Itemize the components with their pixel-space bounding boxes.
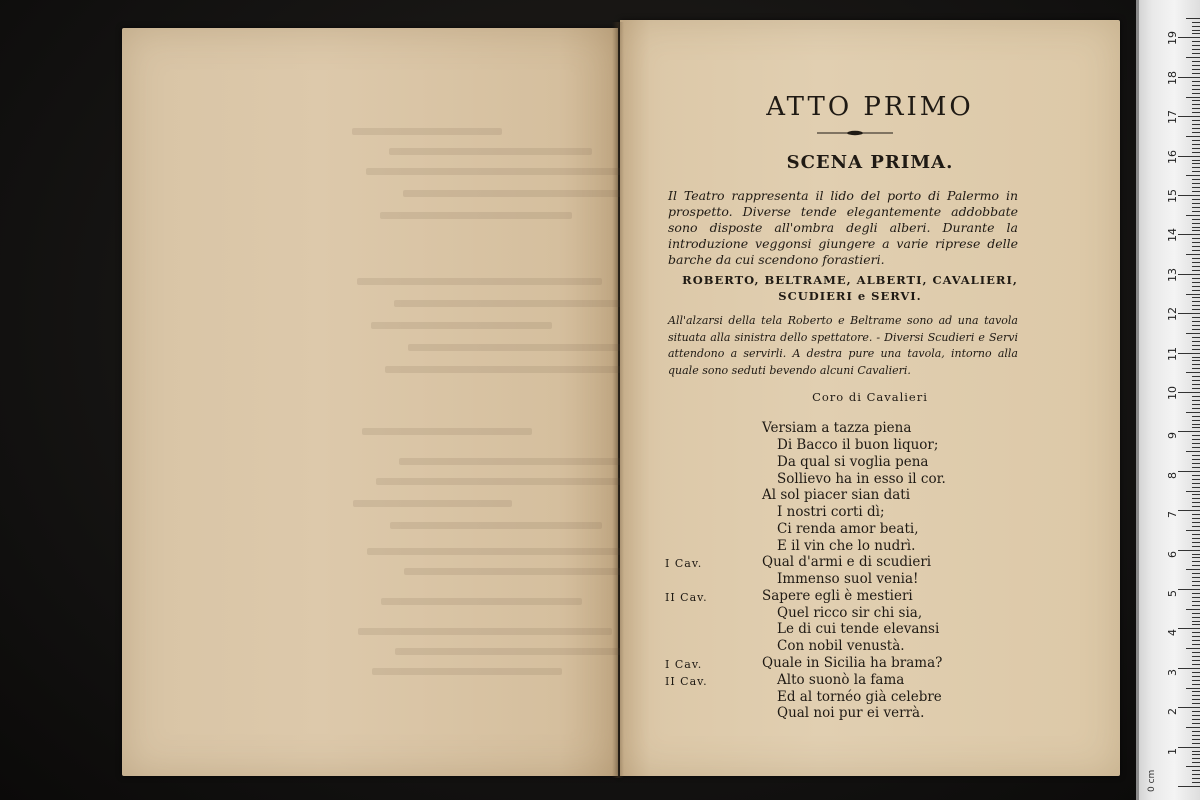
ruler-number: 9	[1166, 432, 1179, 440]
ruler-tick	[1192, 278, 1200, 279]
ruler-tick	[1192, 345, 1200, 346]
ruler-tick	[1192, 475, 1200, 476]
ruler-tick	[1192, 262, 1200, 263]
ruler-tick	[1192, 534, 1200, 535]
ruler-tick	[1192, 246, 1200, 247]
ruler-tick	[1178, 156, 1200, 157]
ruler-tick	[1192, 636, 1200, 637]
ruler-number: 16	[1166, 149, 1179, 164]
ruler-tick	[1192, 479, 1200, 480]
ruler-number: 18	[1166, 70, 1179, 85]
ruler-tick	[1192, 660, 1200, 661]
ruler-tick	[1192, 69, 1200, 70]
verse-line: Quale in Sicilia ha brama?	[762, 655, 943, 671]
ruler-tick	[1192, 191, 1200, 192]
ruler-number: 4	[1166, 629, 1179, 637]
ruler-tick	[1186, 294, 1200, 295]
stage-direction-curtain: All'alzarsi della tela Roberto e Beltrame sono ad una tavola situata alla sinistra dello spettatore. - Diversi Scudieri e Servi attendono a servirli. A destra pure una tavola, intorno alla quale sono seduti bevendo alcuni Cavalieri.	[668, 314, 1018, 377]
ruler-tick	[1192, 404, 1200, 405]
ruler-tick	[1192, 286, 1200, 287]
ruler-tick	[1192, 227, 1200, 228]
ruler-tick	[1178, 116, 1200, 117]
stage-direction-opening: Il Teatro rappresenta il lido del porto di Palermo in prospetto. Diverse tende elegantemente addobbate sono disposte all'ombra degli alberi. Durante la introduzione veggonsi giungere a varie riprese delle barche da cui scendono forastieri.	[668, 188, 1018, 267]
cast-list	[660, 272, 1040, 304]
speaker-label: I Cav.	[665, 557, 703, 570]
ruler-tick	[1192, 640, 1200, 641]
ruler-tick	[1192, 672, 1200, 673]
act-title: ATTO PRIMO	[766, 92, 974, 122]
ruler-tick	[1192, 735, 1200, 736]
ruler-tick	[1178, 37, 1200, 38]
ruler-tick	[1192, 140, 1200, 141]
verse-line: Qual d'armi e di scudieri	[762, 554, 932, 570]
ruler-tick	[1186, 727, 1200, 728]
ruler-tick	[1192, 301, 1200, 302]
verse-line: Sapere egli è mestieri	[762, 588, 913, 604]
show-through-line	[352, 128, 502, 135]
ruler-tick	[1186, 97, 1200, 98]
ruler-tick	[1192, 601, 1200, 602]
ruler-tick	[1186, 609, 1200, 610]
ruler-tick	[1192, 144, 1200, 145]
ruler-tick	[1192, 420, 1200, 421]
ruler-tick	[1192, 676, 1200, 677]
ruler-tick	[1192, 455, 1200, 456]
ruler-tick	[1192, 61, 1200, 62]
ruler-tick	[1192, 250, 1200, 251]
ruler-tick	[1192, 711, 1200, 712]
ruler-tick	[1186, 451, 1200, 452]
show-through-line	[380, 212, 572, 219]
show-through-line	[390, 522, 602, 529]
ruler-tick	[1192, 132, 1200, 133]
ruler-tick	[1192, 557, 1200, 558]
ruler-tick	[1192, 652, 1200, 653]
ruler-tick	[1192, 680, 1200, 681]
verse-line: E il vin che lo nudrì.	[777, 538, 916, 554]
speaker-label: II Cav.	[665, 675, 708, 688]
ruler-tick	[1192, 305, 1200, 306]
ruler-tick	[1178, 431, 1200, 432]
ruler-tick	[1192, 160, 1200, 161]
ruler-tick	[1192, 632, 1200, 633]
ruler-tick	[1192, 171, 1200, 172]
ruler-tick	[1192, 148, 1200, 149]
ruler-tick	[1192, 546, 1200, 547]
ruler-tick	[1192, 467, 1200, 468]
ruler-tick	[1192, 199, 1200, 200]
show-through-line	[367, 548, 632, 555]
ruler-number: 11	[1166, 346, 1179, 361]
ruler-tick	[1192, 656, 1200, 657]
ruler-tick	[1192, 487, 1200, 488]
ruler-tick	[1192, 577, 1200, 578]
ruler-tick	[1192, 100, 1200, 101]
ruler-tick	[1192, 554, 1200, 555]
ruler-tick	[1192, 321, 1200, 322]
ruler-tick	[1192, 89, 1200, 90]
ruler-tick	[1192, 585, 1200, 586]
ruler-tick	[1192, 290, 1200, 291]
ruler-tick	[1192, 167, 1200, 168]
ruler-tick	[1192, 483, 1200, 484]
ruler-tick	[1192, 128, 1200, 129]
ruler-tick	[1192, 715, 1200, 716]
ruler-tick	[1192, 207, 1200, 208]
ruler-tick	[1192, 758, 1200, 759]
ruler-tick	[1192, 270, 1200, 271]
ruler-tick	[1186, 648, 1200, 649]
ruler-tick	[1186, 215, 1200, 216]
ruler-tick	[1192, 593, 1200, 594]
ruler-tick	[1192, 33, 1200, 34]
verse-line: Ci renda amor beati,	[777, 521, 919, 537]
ruler-tick	[1192, 416, 1200, 417]
ruler-tick	[1192, 597, 1200, 598]
ruler-tick	[1186, 766, 1200, 767]
show-through-line	[372, 668, 562, 675]
ruler-tick	[1192, 427, 1200, 428]
ruler-number: 5	[1166, 590, 1179, 597]
show-through-line	[357, 278, 602, 285]
chorus-heading: Coro di Cavalieri	[812, 390, 928, 404]
ruler-tick	[1192, 526, 1200, 527]
verse-line: Ed al tornéo già celebre	[777, 689, 942, 705]
ruler-tick	[1186, 491, 1200, 492]
ruler-tick	[1192, 309, 1200, 310]
ruler-tick	[1192, 297, 1200, 298]
ruler-unit-label: 0 cm	[1147, 769, 1157, 792]
ruler-tick	[1192, 22, 1200, 23]
ruler-tick	[1186, 688, 1200, 689]
ruler-tick	[1192, 211, 1200, 212]
ruler-tick	[1192, 104, 1200, 105]
ruler-tick	[1192, 396, 1200, 397]
show-through-line	[408, 344, 642, 351]
ruler-tick	[1192, 561, 1200, 562]
ruler-tick	[1192, 26, 1200, 27]
ruler-tick	[1192, 723, 1200, 724]
ruler-tick	[1186, 372, 1200, 373]
ruler-tick	[1192, 770, 1200, 771]
verse-line: Immenso suol venia!	[777, 571, 919, 587]
ruler-number: 1	[1166, 747, 1179, 755]
ruler-tick	[1192, 53, 1200, 54]
ruler-tick	[1178, 471, 1200, 472]
ruler-tick	[1186, 136, 1200, 137]
ruler-tick	[1192, 719, 1200, 720]
ruler-tick	[1192, 329, 1200, 330]
ruler-tick	[1192, 152, 1200, 153]
ruler-edge	[1136, 0, 1139, 800]
ruler-tick	[1178, 392, 1200, 393]
left-page	[122, 28, 618, 776]
ruler-tick	[1192, 494, 1200, 495]
ruler-tick	[1192, 573, 1200, 574]
ruler-tick	[1192, 238, 1200, 239]
ruler-tick	[1192, 112, 1200, 113]
ruler-tick	[1192, 703, 1200, 704]
ruler-tick	[1192, 447, 1200, 448]
show-through-line	[362, 428, 532, 435]
ruler-tick	[1192, 408, 1200, 409]
ruler-tick	[1192, 542, 1200, 543]
verse-line: I nostri corti dì;	[777, 504, 885, 520]
ruler-tick	[1192, 691, 1200, 692]
ruler-tick	[1192, 754, 1200, 755]
ruler-tick	[1192, 400, 1200, 401]
verse-line: Qual noi pur ei verrà.	[777, 705, 925, 721]
ruler-tick	[1178, 77, 1200, 78]
verse-line: Da qual si voglia pena	[777, 454, 929, 470]
ruler-tick	[1186, 18, 1200, 19]
ruler-tick	[1178, 668, 1200, 669]
ruler-tick	[1192, 384, 1200, 385]
ruler-tick	[1192, 739, 1200, 740]
ruler-tick	[1178, 589, 1200, 590]
ruler-tick	[1192, 463, 1200, 464]
ruler-tick	[1192, 325, 1200, 326]
ruler-tick	[1192, 565, 1200, 566]
ruler-tick	[1192, 223, 1200, 224]
ruler-tick	[1178, 313, 1200, 314]
verse-line: Quel ricco sir chi sia,	[777, 605, 923, 621]
ruler-tick	[1192, 424, 1200, 425]
ruler-tick	[1192, 617, 1200, 618]
ruler-tick	[1192, 108, 1200, 109]
ruler-number: 3	[1166, 668, 1179, 676]
speaker-label: II Cav.	[665, 591, 708, 604]
ruler-tick	[1192, 163, 1200, 164]
show-through-line	[381, 598, 582, 605]
ruler-tick	[1178, 510, 1200, 511]
verse-line: Di Bacco il buon liquor;	[777, 437, 939, 453]
ruler-tick	[1192, 179, 1200, 180]
ruler-tick	[1192, 439, 1200, 440]
verse-line: Le di cui tende elevansi	[777, 621, 940, 637]
ruler-tick	[1186, 175, 1200, 176]
ruler-tick	[1192, 774, 1200, 775]
ruler-tick	[1192, 376, 1200, 377]
ruler-tick	[1192, 664, 1200, 665]
ruler-tick	[1186, 333, 1200, 334]
ruler-tick	[1192, 751, 1200, 752]
ruler-tick	[1192, 762, 1200, 763]
ruler-tick	[1192, 219, 1200, 220]
verse-line: Versiam a tazza piena	[762, 420, 912, 436]
ruler-tick	[1192, 364, 1200, 365]
ruler-tick	[1192, 498, 1200, 499]
scene-title: SCENA PRIMA.	[786, 152, 954, 173]
ruler-tick	[1192, 644, 1200, 645]
ruler-tick	[1192, 357, 1200, 358]
ruler-tick	[1192, 435, 1200, 436]
ruler-tick	[1192, 45, 1200, 46]
ruler-tick	[1192, 242, 1200, 243]
ruler-tick	[1192, 613, 1200, 614]
ruler-number: 19	[1166, 31, 1179, 46]
ruler-number: 12	[1166, 307, 1179, 322]
ruler-tick	[1192, 388, 1200, 389]
ruler-tick	[1192, 73, 1200, 74]
ruler-number: 10	[1166, 386, 1179, 400]
cast-line-2: SCUDIERI e SERVI.	[778, 289, 922, 303]
ruler-tick	[1192, 459, 1200, 460]
ruler-tick	[1178, 195, 1200, 196]
ruler-tick	[1178, 786, 1200, 787]
show-through-line	[358, 628, 612, 635]
ruler-tick	[1192, 360, 1200, 361]
cast-line-1: ROBERTO, BELTRAME, ALBERTI, CAVALIERI,	[682, 273, 1018, 287]
ruler-tick	[1192, 778, 1200, 779]
ruler-tick	[1186, 57, 1200, 58]
ruler-tick	[1192, 624, 1200, 625]
show-through-line	[366, 168, 622, 175]
ruler-number: 14	[1166, 228, 1179, 243]
ruler-number: 13	[1166, 267, 1179, 282]
show-through-line	[376, 478, 652, 485]
ruler-tick	[1178, 707, 1200, 708]
ruler-tick	[1192, 49, 1200, 50]
ruler-tick	[1192, 187, 1200, 188]
ruler-tick	[1192, 266, 1200, 267]
ruler-number: 6	[1166, 550, 1179, 558]
ruler-tick	[1192, 699, 1200, 700]
ruler-number: 17	[1166, 110, 1179, 125]
ruler-tick	[1192, 124, 1200, 125]
show-through-line	[399, 458, 622, 465]
ruler-tick	[1192, 581, 1200, 582]
ruler-tick	[1186, 254, 1200, 255]
ruler-tick	[1192, 81, 1200, 82]
ruler-tick	[1192, 502, 1200, 503]
verse-line: Al sol piacer sian dati	[762, 487, 911, 503]
ruler-number: 2	[1166, 708, 1179, 716]
ruler-tick	[1192, 743, 1200, 744]
ruler-tick	[1192, 695, 1200, 696]
show-through-line	[371, 322, 552, 329]
ruler-tick	[1192, 506, 1200, 507]
ruler-tick	[1192, 93, 1200, 94]
ruler-tick	[1192, 258, 1200, 259]
show-through-line	[353, 500, 512, 507]
ruler-tick	[1192, 538, 1200, 539]
ruler-tick	[1192, 514, 1200, 515]
ruler-tick	[1192, 41, 1200, 42]
ruler-tick	[1178, 747, 1200, 748]
ruler-tick	[1192, 120, 1200, 121]
ruler-tick	[1178, 628, 1200, 629]
verse-line: Sollievo ha in esso il cor.	[777, 471, 946, 487]
ruler-tick	[1178, 234, 1200, 235]
ruler-tick	[1186, 569, 1200, 570]
verse-line: Alto suonò la fama	[777, 672, 905, 688]
ruler-tick	[1192, 317, 1200, 318]
ruler-tick	[1192, 349, 1200, 350]
ruler-tick	[1178, 550, 1200, 551]
ruler-tick	[1192, 518, 1200, 519]
ruler-tick	[1192, 380, 1200, 381]
ruler-tick	[1178, 274, 1200, 275]
ruler-tick	[1192, 522, 1200, 523]
ruler-tick	[1192, 443, 1200, 444]
ruler-tick	[1192, 621, 1200, 622]
ruler-tick	[1192, 230, 1200, 231]
speaker-label: I Cav.	[665, 658, 703, 671]
ruler-number: 8	[1166, 471, 1179, 479]
ruler-tick	[1192, 203, 1200, 204]
ruler-number: 15	[1166, 189, 1179, 203]
ruler-tick	[1192, 368, 1200, 369]
ruler-tick	[1192, 605, 1200, 606]
show-through-line	[389, 148, 592, 155]
ruler-tick	[1178, 353, 1200, 354]
ruler-tick	[1192, 684, 1200, 685]
ruler-tick	[1192, 183, 1200, 184]
ruler-tick	[1186, 530, 1200, 531]
ruler-number: 7	[1166, 511, 1179, 519]
verse-line: Con nobil venustà.	[777, 638, 905, 654]
ruler-tick	[1186, 412, 1200, 413]
ornamental-rule	[815, 130, 895, 136]
ruler-tick	[1192, 782, 1200, 783]
ruler-tick	[1192, 30, 1200, 31]
ruler-tick	[1192, 337, 1200, 338]
ruler-tick	[1192, 85, 1200, 86]
ruler-tick	[1192, 341, 1200, 342]
ruler-tick	[1192, 65, 1200, 66]
ruler-tick	[1192, 282, 1200, 283]
ruler-tick	[1192, 731, 1200, 732]
